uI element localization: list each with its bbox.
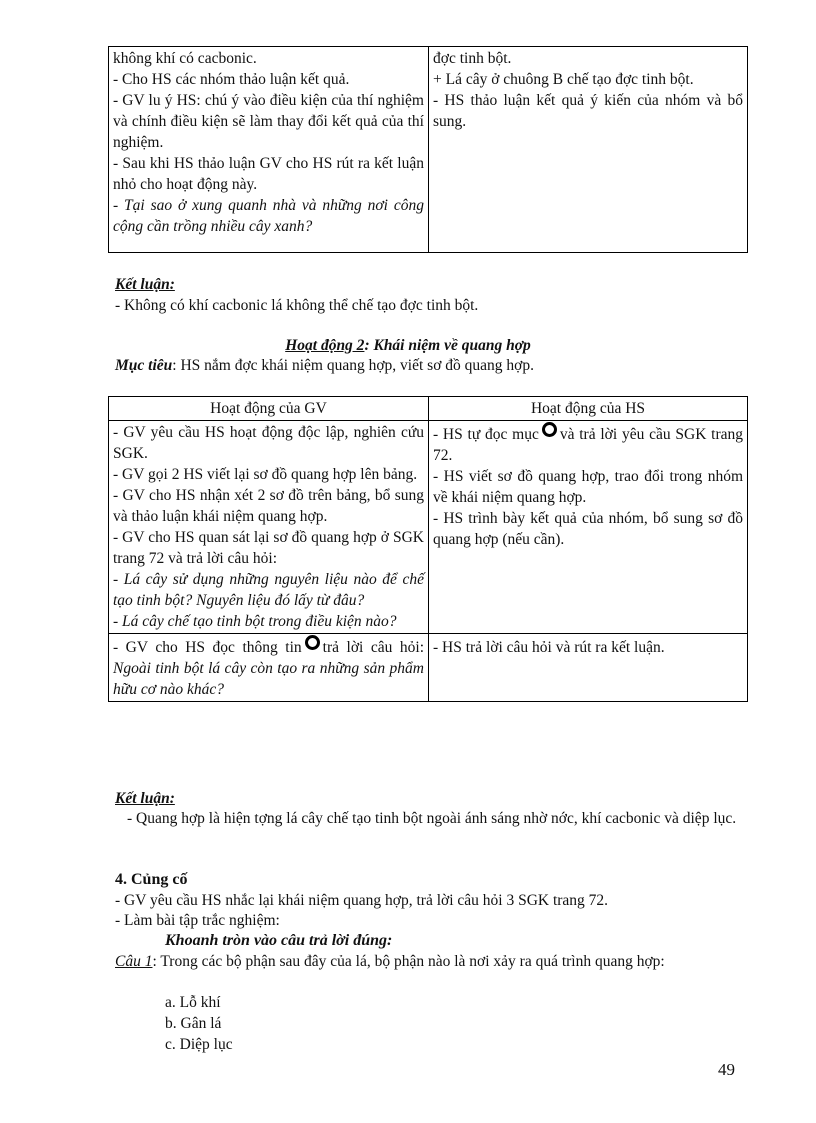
gv-cell: [109, 421, 429, 634]
table-header-row: [109, 397, 748, 421]
gv-line: - Sau khi HS thảo luận GV cho HS rút ra kết luận nhỏ cho hoạt động này.: [113, 155, 424, 193]
section-heading: 4. Củng cố: [115, 871, 188, 888]
gv-line-mid: trả lời câu hỏi:: [322, 639, 425, 656]
hs-line: - HS thảo luận kết quả ý kiến của nhóm và bổ sung.: [433, 92, 743, 130]
gv-question: Ngoài tinh bột lá cây còn tạo ra những sản phẩm hữu cơ nào khác?: [113, 660, 424, 698]
section-line: - GV yêu cầu HS nhắc lại khái niệm quang hợp, trả lời câu hỏi 3 SGK trang 72.: [115, 892, 609, 909]
activity2-title-prefix: Hoạt động 2: [285, 337, 365, 354]
answer-option: c. Diệp lục: [165, 1036, 233, 1053]
hs-cell: [429, 421, 748, 634]
question-label: Câu 1: [115, 953, 153, 970]
conclusion-text: - Không có khí cacbonic lá không thể chế tạo đợc tinh bột.: [115, 297, 479, 314]
hs-line: - HS trình bày kết quả của nhóm, bổ sung sơ đồ quang hợp (nếu cần).: [433, 510, 743, 548]
table-row: [109, 634, 748, 702]
gv-line: [113, 635, 424, 700]
gv-line: - GV cho HS nhận xét 2 sơ đồ trên bảng, bổ sung và thảo luận khái niệm quang hợp.: [113, 487, 424, 525]
hs-line: - HS trả lời câu hỏi và rút ra kết luận.: [433, 639, 665, 656]
table-row: [109, 421, 748, 634]
gv-line-start: - GV cho HS đọc thông tin: [113, 639, 302, 656]
conclusion-heading: Kết luận:: [115, 790, 175, 807]
activity2-title: [0, 335, 816, 356]
gv-line: - GV cho HS quan sát lại sơ đồ quang hợp ở SGK trang 72 và trả lời câu hỏi:: [113, 529, 424, 567]
answer-option: a. Lỗ khí: [165, 994, 221, 1011]
activity2-table: [108, 396, 748, 702]
gv-cell: [109, 634, 429, 702]
gv-line: - Cho HS các nhóm thảo luận kết quả.: [113, 71, 350, 88]
quiz-instruction: Khoanh tròn vào câu trả lời đúng:: [165, 932, 393, 949]
header-hs: Hoạt động của HS: [429, 397, 748, 421]
gv-question: - Lá cây chế tạo tinh bột trong điều kiện nào?: [113, 613, 397, 630]
info-circle-icon: [542, 422, 557, 437]
hs-line-end: và trả lời yêu cầu SGK trang 72.: [433, 426, 744, 464]
goal-label: Mục tiêu: [115, 357, 173, 374]
hs-line: - HS viết sơ đồ quang hợp, trao đổi trong nhóm về khái niệm quang hợp.: [433, 468, 743, 506]
info-circle-icon: [305, 635, 320, 650]
header-gv: Hoạt động của GV: [109, 397, 429, 421]
goal-text: : HS nắm đợc khái niệm quang hợp, viết sơ đồ quang hợp.: [172, 357, 534, 374]
page-number: 49: [718, 1060, 735, 1079]
gv-line: không khí có cacbonic.: [113, 50, 257, 67]
question-text: : Trong các bộ phận sau đây của lá, bộ phận nào là nơi xảy ra quá trình quang hợp:: [152, 953, 665, 970]
gv-line: - GV gọi 2 HS viết lại sơ đồ quang hợp lên bảng.: [113, 466, 418, 483]
gv-question: - Tại sao ở xung quanh nhà và những nơi công cộng cần trồng nhiều cây xanh?: [113, 197, 424, 235]
conclusion-text: - Quang hợp là hiện tợng lá cây chế tạo tinh bột ngoài ánh sáng nhờ nớc, khí cacbonic và diệp lục.: [127, 810, 737, 827]
answer-option: b. Gân lá: [165, 1015, 222, 1032]
gv-cell: [109, 47, 429, 253]
activity1-table-continued: [108, 46, 748, 253]
section-line: - Làm bài tập trắc nghiệm:: [115, 912, 280, 929]
activity2-title-rest: : Khái niệm về quang hợp: [364, 337, 531, 354]
hs-cell: [429, 634, 748, 702]
hs-line-start: - HS tự đọc mục: [433, 426, 539, 443]
table-row: [109, 47, 748, 253]
activity2-goal: [115, 355, 534, 376]
gv-line: - GV yêu cầu HS hoạt động độc lập, nghiên cứu SGK.: [113, 424, 424, 462]
hs-line: + Lá cây ở chuông B chế tạo đợc tinh bột.: [433, 71, 694, 88]
gv-line: - GV lu ý HS: chú ý vào điều kiện của thí nghiệm và chính điều kiện sẽ làm thay đổi kết quả của thí nghiệm.: [113, 92, 424, 151]
gv-question: - Lá cây sử dụng những nguyên liệu nào để chế tạo tinh bột? Nguyên liệu đó lấy từ đâu?: [113, 571, 424, 609]
quiz-question: [115, 951, 741, 972]
hs-cell: [429, 47, 748, 253]
conclusion-heading: Kết luận:: [115, 276, 175, 293]
hs-line: [433, 422, 743, 466]
hs-line: đợc tinh bột.: [433, 50, 512, 67]
